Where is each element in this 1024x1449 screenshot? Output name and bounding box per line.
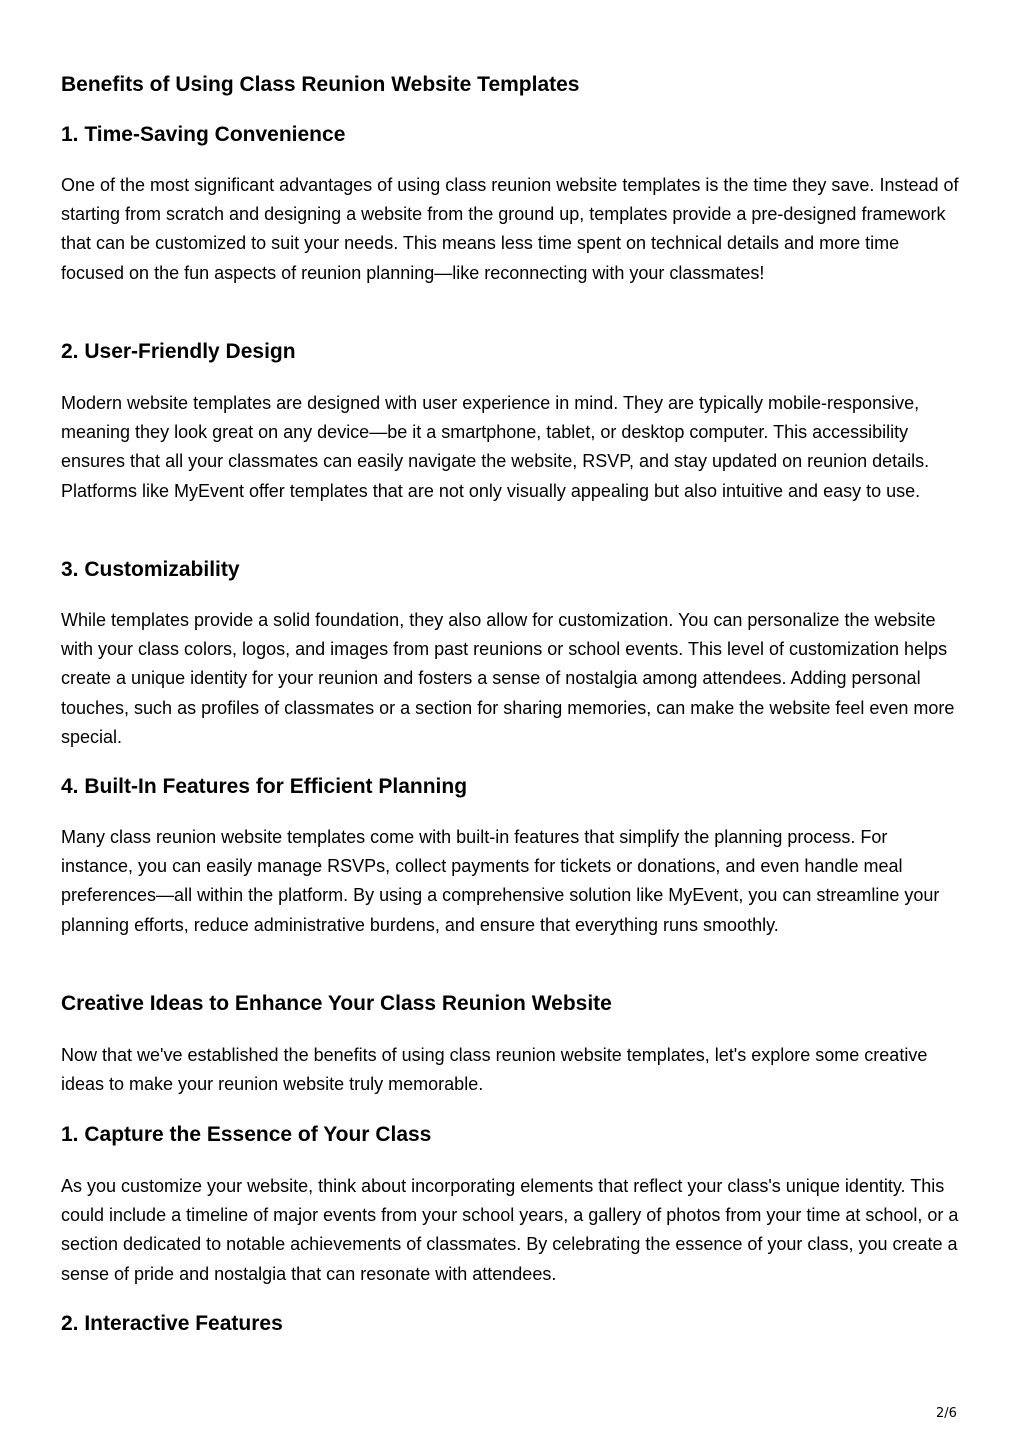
subheading-customizability: 3. Customizability bbox=[61, 558, 240, 581]
subheading-built-in-features: 4. Built-In Features for Efficient Planning bbox=[61, 775, 468, 798]
paragraph-user-friendly: Modern website templates are designed with user experience in mind. They are typically mobile-responsive, meaning they look great on any device—be it a smartphone, tablet, or desktop computer. This accessibility ensures that all your classmates can easily navigate the website, RSVP, and stay updated on reunion details. Platforms like MyEvent offer templates that are not only visually appealing but also intuitive and easy to use. bbox=[61, 393, 930, 501]
paragraph-time-saving: One of the most significant advantages of using class reunion website templates is the time they save. Instead of starting from scratch and designing a website from the ground up, templates provide a pre-designed framework that can be customized to suit your needs. This means less time spent on technical details and more time focused on the fun aspects of reunion planning—like reconnecting with your classmates! bbox=[61, 175, 959, 283]
section-heading-creative-ideas: Creative Ideas to Enhance Your Class Reunion Website bbox=[61, 992, 612, 1015]
subheading-time-saving: 1. Time-Saving Convenience bbox=[61, 123, 346, 146]
subheading-interactive-features: 2. Interactive Features bbox=[61, 1312, 283, 1335]
paragraph-creative-ideas-intro: Now that we've established the benefits of using class reunion website templates, let's explore some creative ideas to make your reunion website truly memorable. bbox=[61, 1045, 928, 1095]
paragraph-capture-essence: As you customize your website, think about incorporating elements that reflect your class's unique identity. This could include a timeline of major events from your school years, a gallery of photos from your time at school, or a section dedicated to notable achievements of classmates. By celebrating the essence of your class, you create a sense of pride and nostalgia that can resonate with attendees. bbox=[61, 1176, 959, 1284]
page-number: 2/6 bbox=[936, 1406, 957, 1421]
subheading-user-friendly: 2. User-Friendly Design bbox=[61, 340, 296, 363]
paragraph-customizability: While templates provide a solid foundation, they also allow for customization. You can personalize the website with your class colors, logos, and images from past reunions or school events. This level of customization helps create a unique identity for your reunion and fosters a sense of nostalgia among attendees. Adding personal touches, such as profiles of classmates or a section for sharing memories, can make the website feel even more special. bbox=[61, 610, 955, 747]
section-heading-benefits: Benefits of Using Class Reunion Website Templates bbox=[61, 73, 580, 96]
subheading-capture-essence: 1. Capture the Essence of Your Class bbox=[61, 1123, 432, 1146]
paragraph-built-in-features: Many class reunion website templates come with built-in features that simplify the planning process. For instance, you can easily manage RSVPs, collect payments for tickets or donations, and even handle meal preferences—all within the platform. By using a comprehensive solution like MyEvent, you can streamline your planning efforts, reduce administrative burdens, and ensure that everything runs smoothly. bbox=[61, 827, 940, 935]
